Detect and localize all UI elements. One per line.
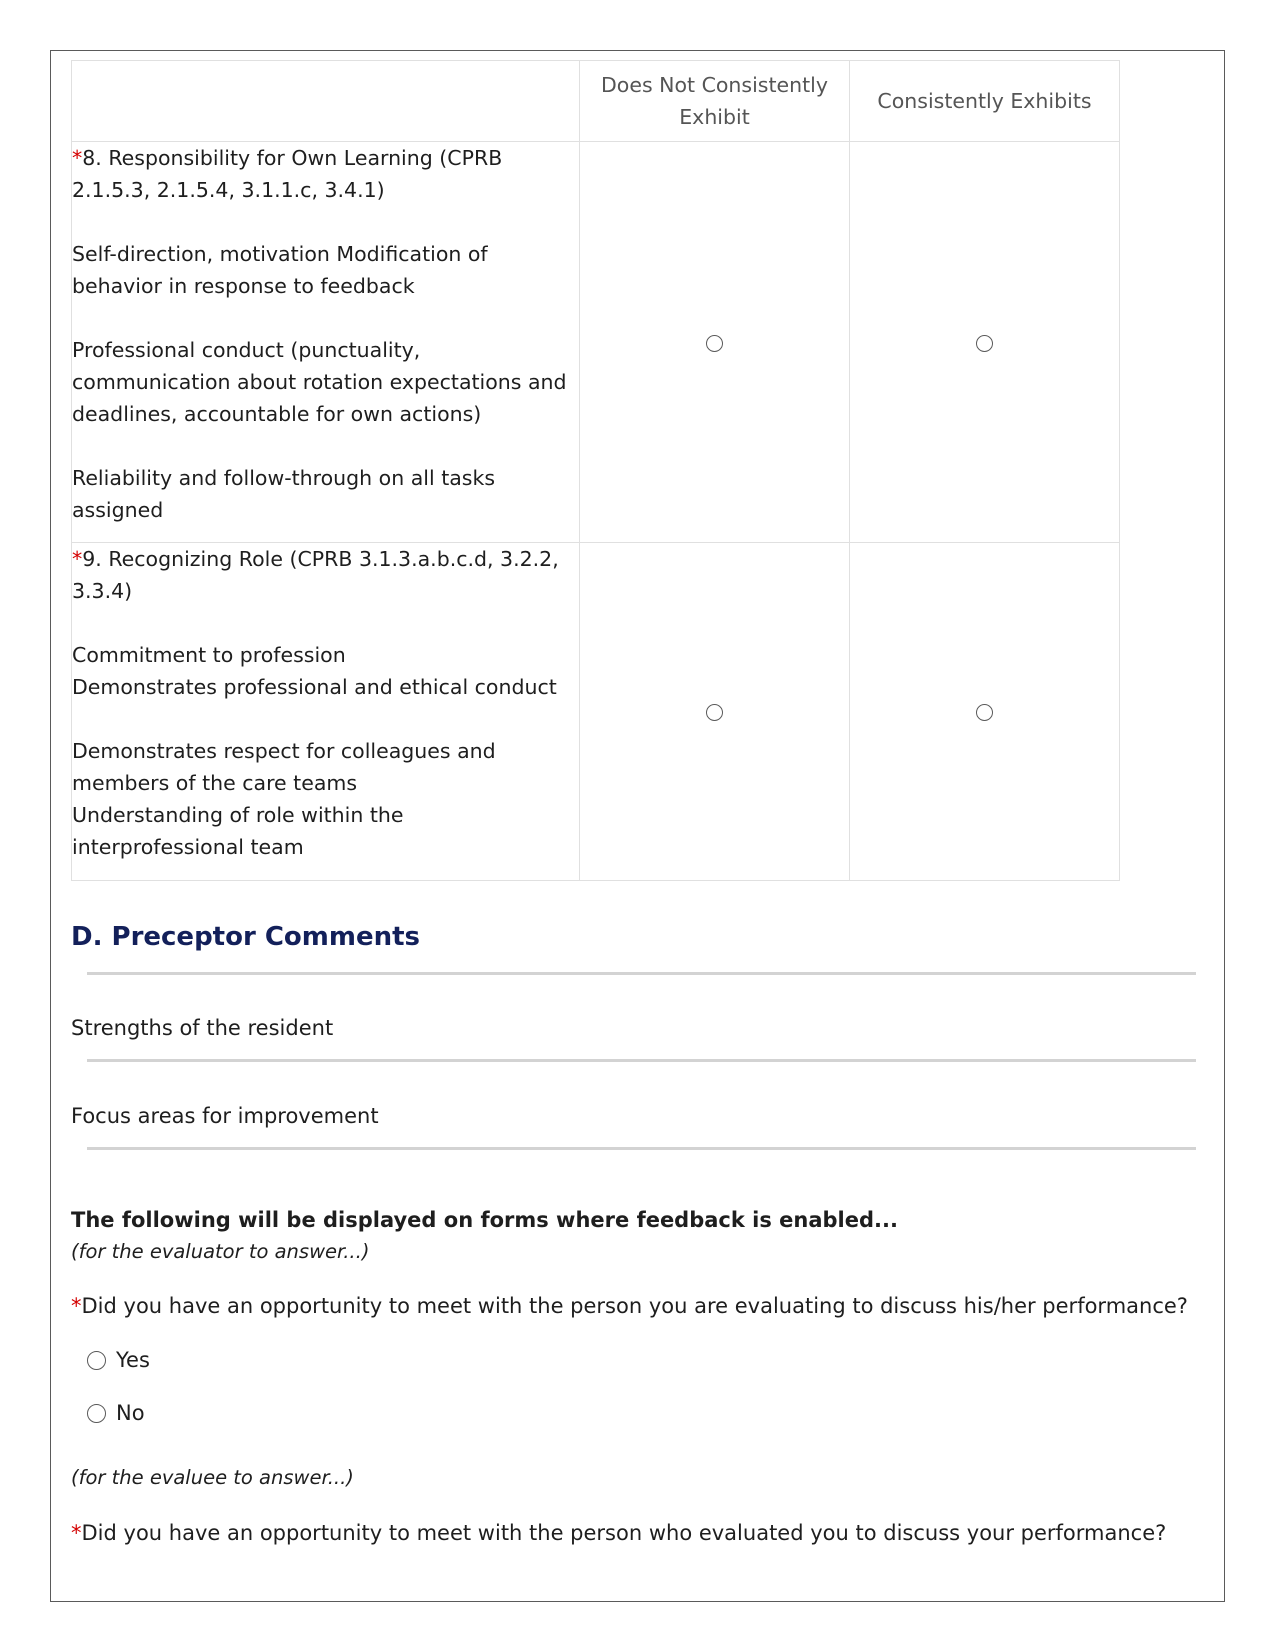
yes-radio[interactable]: [87, 1351, 106, 1370]
no-radio[interactable]: [87, 1404, 106, 1423]
required-asterisk: *: [71, 1294, 82, 1318]
question-8-para-3: Reliability and follow-through on all tasks assigned: [72, 466, 496, 522]
table-header-row: [72, 61, 1120, 142]
question-9-para-2-line-1: Demonstrates respect for colleagues and members of the care teams: [72, 739, 496, 795]
feedback-intro: The following will be displayed on forms where feedback is enabled...: [71, 1208, 898, 1232]
question-8-title: *8. Responsibility for Own Learning (CPRB 2.1.5.3, 2.1.5.4, 3.1.1.c, 3.4.1): [72, 146, 503, 202]
q9-does-not-consistently-exhibit-radio[interactable]: [706, 704, 723, 721]
table-row: [72, 142, 1120, 543]
table-row: [72, 543, 1120, 881]
required-asterisk: *: [71, 1521, 82, 1545]
divider: [87, 972, 1196, 975]
required-asterisk: *: [72, 146, 83, 170]
question-8-para-2: Professional conduct (punctuality, communication about rotation expectations and deadlines, accountable for own actions): [72, 338, 567, 426]
question-8-consistently-cell: [850, 142, 1120, 543]
evaluee-question: *Did you have an opportunity to meet with the person who evaluated you to discuss your performance?: [71, 1521, 1167, 1545]
divider: [87, 1059, 1196, 1062]
focus-areas-label: Focus areas for improvement: [71, 1104, 379, 1128]
evaluator-note: (for the evaluator to answer...): [71, 1240, 370, 1263]
option-yes-label: Yes: [116, 1348, 150, 1372]
q8-does-not-consistently-exhibit-radio[interactable]: [706, 335, 723, 352]
question-8-text: [72, 142, 580, 543]
question-9-title: *9. Recognizing Role (CPRB 3.1.3.a.b.c.d, 3.2.2, 3.3.4): [72, 547, 559, 603]
q9-consistently-exhibits-radio[interactable]: [976, 704, 993, 721]
question-9-para-1-line-2: Demonstrates professional and ethical conduct: [72, 675, 557, 699]
option-no[interactable]: [87, 1401, 145, 1425]
section-title: D. Preceptor Comments: [71, 922, 421, 952]
evaluator-question: *Did you have an opportunity to meet with the person you are evaluating to discuss his/her performance?: [71, 1294, 1188, 1318]
question-9-does-not-cell: [580, 543, 850, 881]
required-asterisk: *: [72, 547, 83, 571]
header-does-not-consistently-exhibit: Does Not Consistently Exhibit: [580, 61, 850, 142]
question-9-consistently-cell: [850, 543, 1120, 881]
question-9-para-2-line-2: Understanding of role within the interprofessional team: [72, 803, 404, 859]
divider: [87, 1147, 1196, 1150]
strengths-label: Strengths of the resident: [71, 1016, 334, 1040]
option-yes[interactable]: [87, 1348, 150, 1372]
evaluee-note: (for the evaluee to answer...): [71, 1466, 354, 1489]
competency-table: [71, 60, 1120, 881]
question-9-text: [72, 543, 580, 881]
question-8-does-not-cell: [580, 142, 850, 543]
q8-consistently-exhibits-radio[interactable]: [976, 335, 993, 352]
question-8-para-1: Self-direction, motivation Modification of behavior in response to feedback: [72, 242, 488, 298]
option-no-label: No: [116, 1401, 145, 1425]
question-9-para-1-line-1: Commitment to profession: [72, 643, 346, 667]
header-blank: [72, 61, 580, 142]
header-consistently-exhibits: Consistently Exhibits: [850, 61, 1120, 142]
